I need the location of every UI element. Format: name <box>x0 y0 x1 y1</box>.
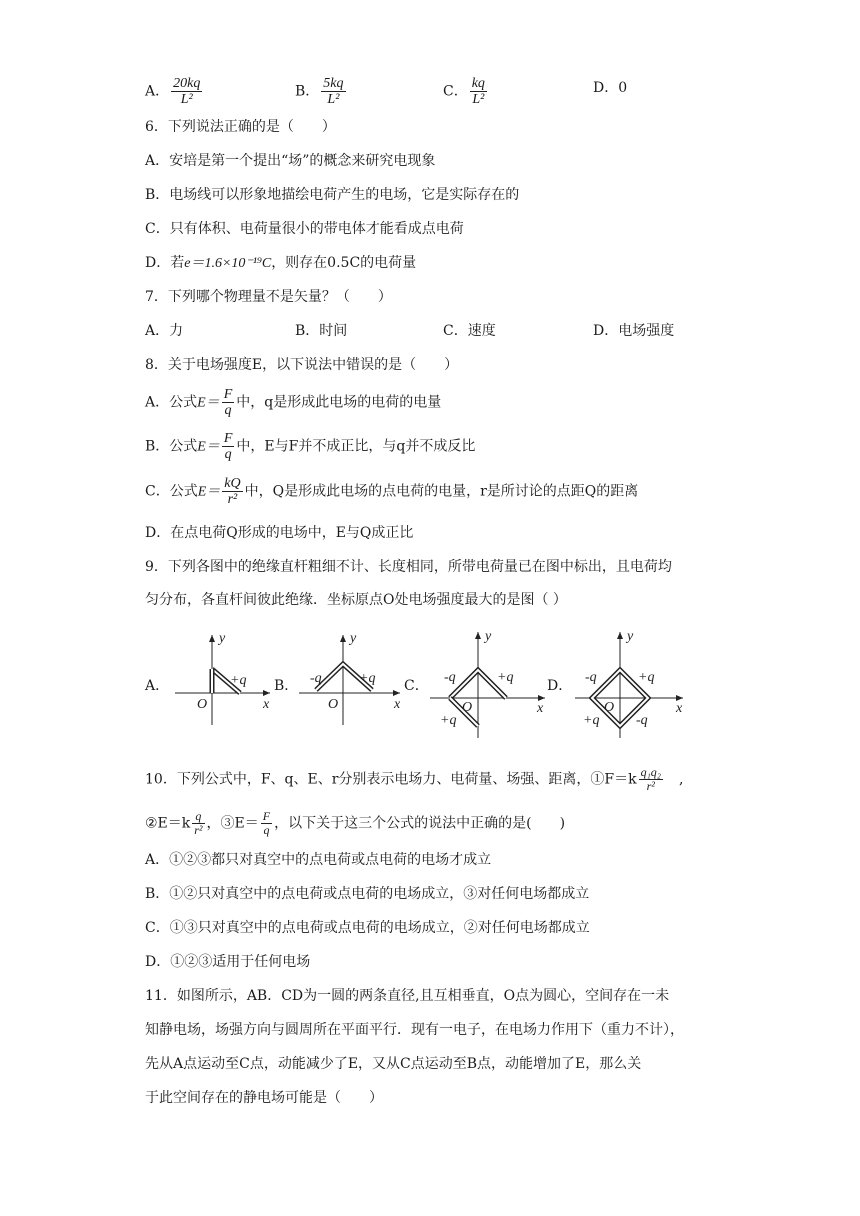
q9-c-charge-left: -q <box>444 670 456 685</box>
q10-formula3-fraction: $\frac{F}{q}$ <box>262 809 271 837</box>
q9-c-charge-right: +q <box>497 670 514 685</box>
q9-a-y-label: y <box>219 631 226 646</box>
q10-stem-line2: ②E＝k $\frac{q}{\text{r²}}$ ，③E＝ $\frac{F}{q}$ ，以下关于这三个公式的说法中正确的是( ) <box>145 809 566 837</box>
q11-stem-line2: 知静电场，场强方向与圆周所在平面平行．现有一电子，在电场力作用下（重力不计）， <box>145 1022 684 1038</box>
q9-a-x-label: x <box>263 697 270 712</box>
q7-option-b[interactable]: B．时间 <box>295 323 348 339</box>
q5-option-a[interactable]: A． $\frac{20kq}{\text{L²}}$ <box>145 76 201 107</box>
q9-d-y-label: y <box>627 629 634 644</box>
q5-option-b[interactable]: B． $\frac{5kq}{\text{L²}}$ <box>295 76 344 107</box>
q9-b-x-label: x <box>394 697 401 712</box>
q8-c-fraction: $\frac{kQ}{\text{r²}}$ <box>224 476 241 507</box>
q9-fig-a-label[interactable]: A． <box>145 678 170 694</box>
q9-c-x-label: x <box>537 701 544 716</box>
q9-d-charge-bl: +q <box>583 713 600 728</box>
q8-a-fraction: $\frac{F}{q}$ <box>223 387 233 418</box>
q9-d-charge-tl: -q <box>585 670 597 685</box>
q11-stem-line4: 于此空间存在的静电场可能是（ ） <box>145 1090 383 1106</box>
q5-c-fraction: $\frac{kq}{\text{L²}}$ <box>471 76 485 107</box>
q10-option-d[interactable]: D．①②③适用于任何电场 <box>145 954 311 970</box>
q9-d-charge-tr: +q <box>638 670 655 685</box>
q9-b-origin: O <box>328 697 339 712</box>
q10-option-a[interactable]: A．①②③都只对真空中的点电荷或点电荷的电场才成立 <box>145 852 492 868</box>
q8-stem: 8．关于电场强度E，以下说法中错误的是（ ） <box>145 357 459 373</box>
q7-stem: 7．下列哪个物理量不是矢量？（ ） <box>145 289 392 305</box>
q9-a-origin: O <box>197 697 208 712</box>
q6-option-c[interactable]: C．只有体积、电荷量很小的带电体才能看成点电荷 <box>145 221 464 237</box>
q8-option-a[interactable]: A．公式E＝ $\frac{F}{q}$ 中，q是形成此电场的电荷的电量 <box>145 387 442 418</box>
q9-fig-c-label[interactable]: C． <box>404 678 429 694</box>
q9-d-x-label: x <box>676 701 683 716</box>
q9-d-origin: O <box>604 700 615 715</box>
q7-option-d[interactable]: D．电场强度 <box>593 323 675 339</box>
q9-a-charge: +q <box>230 673 247 688</box>
q9-stem-line1: 9．下列各图中的绝缘直杆粗细不计、长度相同，所带电荷量已在图中标出，且电荷均 <box>145 559 672 575</box>
q10-formula1-fraction: $\frac{\text{q₁q₂}}{\text{r²}}$ <box>640 765 661 793</box>
q6-d-formula: e＝1.6×10⁻¹⁹C <box>184 256 272 271</box>
q9-b-charge-right: +q <box>359 671 376 686</box>
q9-b-y-label: y <box>350 631 357 646</box>
q9-d-charge-br: -q <box>636 713 648 728</box>
q8-option-c[interactable]: C．公式E＝ $\frac{kQ}{\text{r²}}$ 中，Q是形成此电场的点电荷的电量，r是所讨论的点距Q的距离 <box>145 476 639 507</box>
q5-option-d[interactable]: D．0 <box>593 80 628 96</box>
q9-figures <box>0 620 860 750</box>
q5-a-fraction: $\frac{20kq}{\text{L²}}$ <box>173 76 201 107</box>
q6-stem: 6．下列说法正确的是（ ） <box>145 119 336 135</box>
q7-option-c[interactable]: C．速度 <box>443 323 496 339</box>
q5-option-c[interactable]: C． $\frac{kq}{\text{L²}}$ <box>443 76 485 107</box>
q8-b-fraction: $\frac{F}{q}$ <box>223 431 233 462</box>
q6-option-b[interactable]: B．电场线可以形象地描绘电荷产生的电场，它是实际存在的 <box>145 187 520 203</box>
q10-stem-line1: 10．下列公式中，F、q、E、r分别表示电场力、电荷量、场强、距离，①F＝k $\frac{\text{q₁q₂}}{\text{r²}}$ , <box>145 765 684 793</box>
q9-figure-a <box>175 635 270 725</box>
q6-option-a[interactable]: A．安培是第一个提出“场”的概念来研究电现象 <box>145 153 436 169</box>
q8-option-b[interactable]: B．公式E＝ $\frac{F}{q}$ 中，E与F并不成正比，与q并不成反比 <box>145 431 476 462</box>
q6-option-d[interactable]: D．若e＝1.6×10⁻¹⁹C，则存在0.5C的电荷量 <box>145 255 417 271</box>
q11-stem-line1: 11．如图所示，AB．CD为一圆的两条直径,且互相垂直，O点为圆心，空间存在一未 <box>145 988 670 1004</box>
q7-option-a[interactable]: A．力 <box>145 323 184 339</box>
q9-fig-b-label[interactable]: B． <box>274 678 299 694</box>
q10-option-c[interactable]: C．①③只对真空中的点电荷或点电荷的电场成立，②对任何电场都成立 <box>145 920 590 936</box>
q9-c-y-label: y <box>485 629 492 644</box>
q10-formula2-fraction: $\frac{q}{\text{r²}}$ <box>194 809 203 837</box>
q10-option-b[interactable]: B．①②只对真空中的点电荷或点电荷的电场成立，③对任何电场都成立 <box>145 886 590 902</box>
q8-option-d[interactable]: D．在点电荷Q形成的电场中，E与Q成正比 <box>145 525 414 541</box>
q9-stem-line2: 匀分布，各直杆间彼此绝缘．坐标原点O处电场强度最大的是图（ ） <box>145 592 567 608</box>
q9-b-charge-left: -q <box>310 671 322 686</box>
q9-fig-d-label[interactable]: D． <box>547 678 573 694</box>
q5-b-fraction: $\frac{5kq}{\text{L²}}$ <box>323 76 344 107</box>
q9-c-origin: O <box>462 700 473 715</box>
q11-stem-line3: 先从A点运动至C点，动能减少了E，又从C点运动至B点，动能增加了E，那么关 <box>145 1056 642 1072</box>
q9-c-charge-bottom: +q <box>440 713 457 728</box>
